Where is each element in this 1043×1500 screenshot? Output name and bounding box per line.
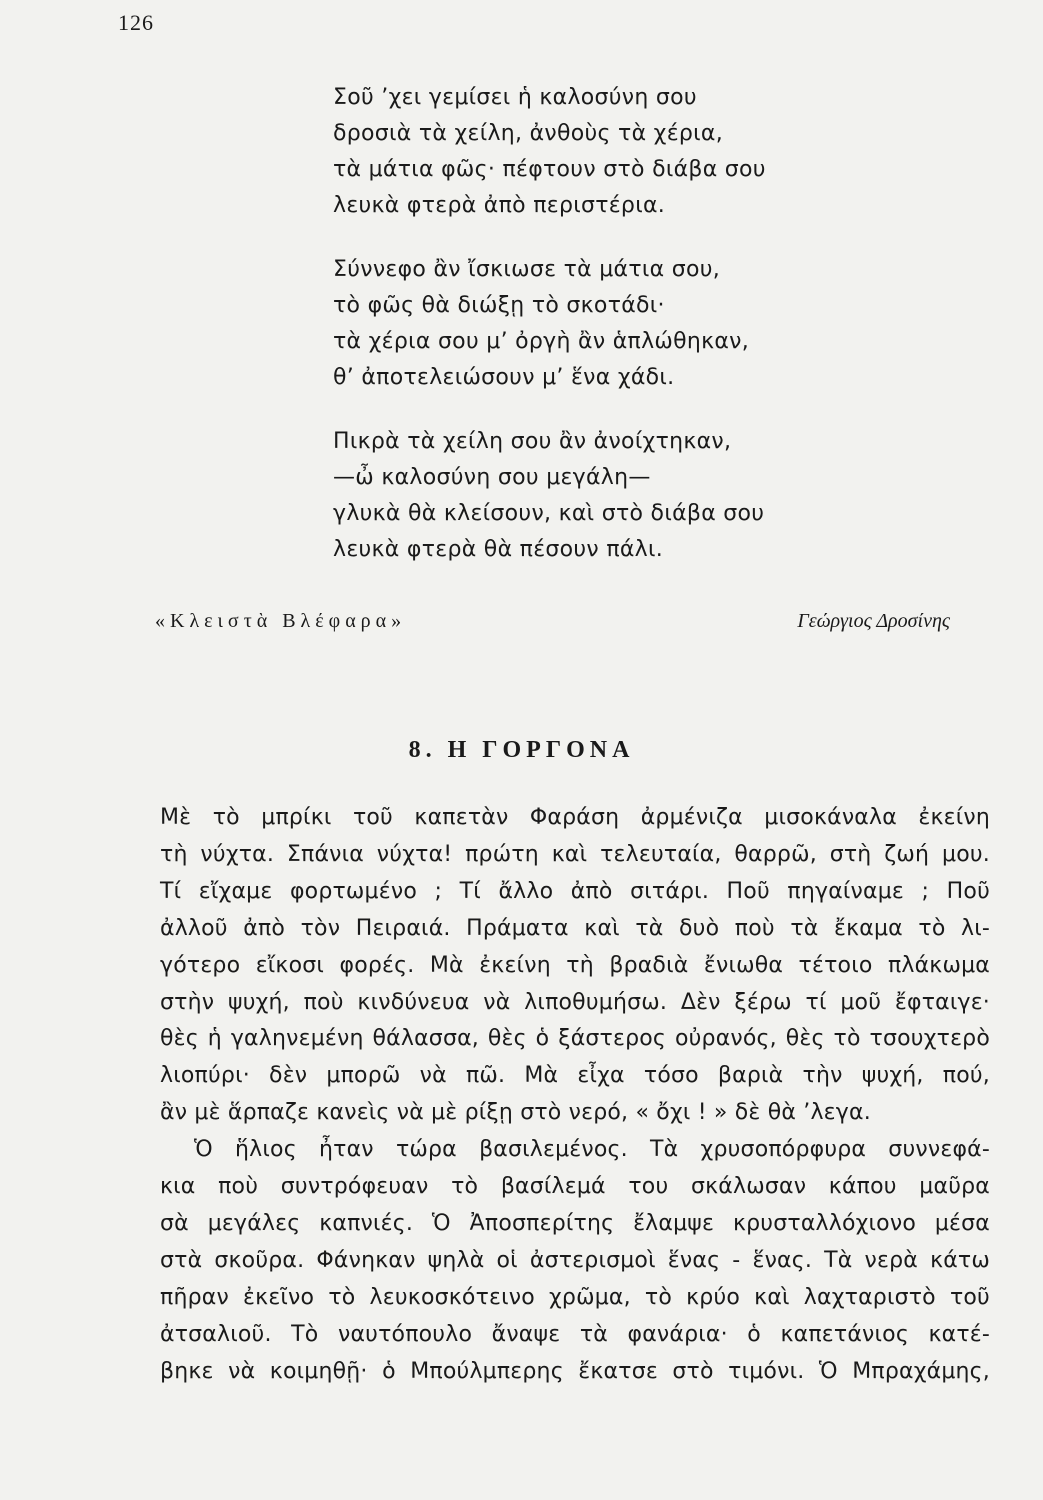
poem-verse: λευκὰ φτερὰ θὰ πέσουν πάλι. — [333, 537, 664, 562]
prose-line: θὲς ἡ γαληνεμένη θάλασσα, θὲς ὁ ξάστερος οὐρανός, θὲς τὸ τσουχτερὸ — [160, 1026, 990, 1052]
prose-line: γότερο εἴκοσι φορές. Μὰ ἐκείνη τὴ βραδιὰ ἔνιωθα τέτοιο πλάκωμα — [160, 952, 990, 978]
poem-stanza-1 — [333, 80, 953, 224]
poem-verse: Πικρὰ τὰ χείλη σου ἂν ἀνοίχτηκαν, — [333, 429, 732, 454]
poem-verse: λευκὰ φτερὰ ἀπὸ περιστέρια. — [333, 193, 666, 218]
prose-line: Μὲ τὸ μπρίκι τοῦ καπετὰν Φαράση ἀρμένιζα μισοκάναλα ἐκείνη — [160, 805, 990, 830]
prose-line: Ὁ ἥλιος ἦταν τώρα βασιλεμένος. Τὰ χρυσοπόρφυρα συννεφά- — [194, 1137, 990, 1163]
prose-line: ἀτσαλιοῦ. Τὸ ναυτόπουλο ἄναψε τὰ φανάρια· ὁ καπετάνιος κατέ- — [160, 1321, 990, 1347]
poem-verse: τὰ μάτια φῶς· πέφτουν στὸ διάβα σου — [333, 157, 766, 182]
prose-line: λιοπύρι· δὲν μπορῶ νὰ πῶ. Μὰ εἶχα τόσο βαριὰ τὴν ψυχή, πού, — [160, 1063, 990, 1089]
poem-verse: Σοῦ ’χει γεμίσει ἡ καλοσύνη σου — [333, 85, 697, 110]
poem-verse: γλυκὰ θὰ κλείσουν, καὶ στὸ διάβα σου — [333, 501, 765, 526]
poem-author: Γεώργιος Δροσίνης — [797, 610, 950, 632]
poem-stanza-3 — [333, 424, 953, 568]
poem-verse: τὸ φῶς θὰ διώξῃ τὸ σκοτάδι· — [333, 293, 665, 318]
prose-line: ἂν μὲ ἅρπαζε κανεὶς νὰ μὲ ρίξῃ στὸ νερό, « ὄχι ! » δὲ θὰ ’λεγα. — [160, 1100, 871, 1126]
prose-line: βηκε νὰ κοιμηθῇ· ὁ Μπούλμπερης ἔκατσε στὸ τιμόνι. Ὁ Μπραχάμης, — [160, 1358, 990, 1384]
attribution — [155, 610, 950, 640]
prose-line: Τί εἴχαμε φορτωμένο ; Τί ἄλλο ἀπὸ σιτάρι. Ποῦ πηγαίναμε ; Ποῦ — [160, 878, 990, 904]
prose-line: πῆραν ἐκεῖνο τὸ λευκοσκότεινο χρῶμα, τὸ κρύο καὶ λαχταριστὸ τοῦ — [160, 1284, 990, 1310]
poem-verse: Σύννεφο ἂν ἴσκιωσε τὰ μάτια σου, — [333, 257, 721, 282]
prose-line: στὴν ψυχή, ποὺ κινδύνευα νὰ λιποθυμήσω. Δὲν ξέρω τί μοῦ ἔφταιγε· — [160, 989, 990, 1015]
section-title: 8. Η ΓΟΡΓΟΝΑ — [408, 737, 635, 763]
poem-verse: —ὦ καλοσύνη σου μεγάλη— — [333, 465, 651, 490]
prose-line: τὴ νύχτα. Σπάνια νύχτα! πρώτη καὶ τελευταία, θαρρῶ, στὴ ζωή μου. — [160, 841, 990, 867]
prose-body — [160, 800, 990, 1391]
prose-line: στὰ σκοῦρα. Φάνηκαν ψηλὰ οἱ ἀστερισμοὶ ἕνας - ἕνας. Τὰ νερὰ κάτω — [160, 1247, 990, 1273]
poem-verse: δροσιὰ τὰ χείλη, ἀνθοὺς τὰ χέρια, — [333, 121, 723, 146]
poem — [333, 80, 953, 596]
prose-line: ἀλλοῦ ἀπὸ τὸν Πειραιά. Πράματα καὶ τὰ δυὸ ποὺ τὰ ἔκαμα τὸ λι- — [160, 915, 990, 941]
poem-verse: τὰ χέρια σου μ’ ὀργὴ ἂν ἁπλώθηκαν, — [333, 329, 750, 354]
poem-verse: θ’ ἀποτελειώσουν μ’ ἕνα χάδι. — [333, 365, 675, 390]
poem-stanza-2 — [333, 252, 953, 396]
page-number: 126 — [118, 10, 154, 35]
prose-line: κια ποὺ συντρόφευαν τὸ βασίλεμά του σκάλωσαν κάπου μαῦρα — [160, 1174, 990, 1200]
poem-source-title: «Κλειστὰ Βλέφαρα» — [155, 610, 407, 632]
prose-line: σὰ μεγάλες καπνιές. Ὁ Ἀποσπερίτης ἔλαμψε κρυσταλλόχιονο μέσα — [160, 1210, 990, 1236]
